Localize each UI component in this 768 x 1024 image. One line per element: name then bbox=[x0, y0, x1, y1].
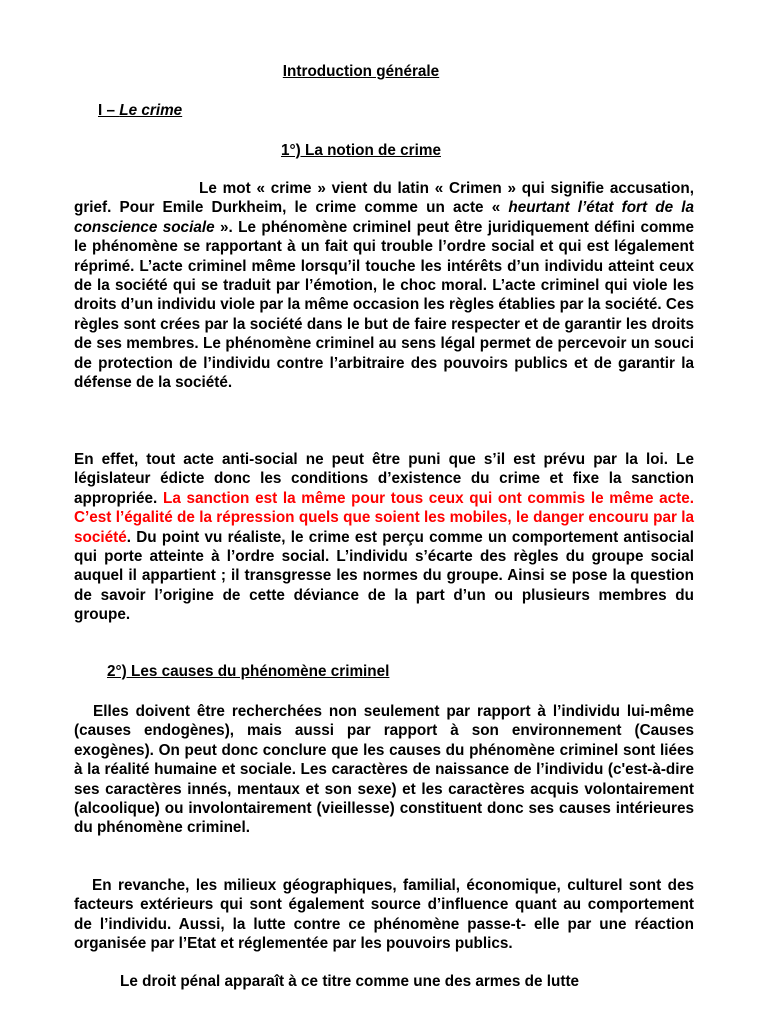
paragraph-external-factors: En revanche, les milieux géographiques, familial, économique, culturel sont des facteurs extérieurs qui sont également source d’influence quant au comportement de l’individu. Aussi, la lutte contre ce phénomène passe-t- elle par une réaction organisée par l’Etat et réglementée par les pouvoirs publics. bbox=[74, 877, 694, 953]
paragraph-text: ». Le phénomène criminel peut être juridiquement défini comme le phénomène se rapportant à un fait qui trouble l’ordre social et qui est légalement réprimé. L’acte criminel même lorsqu’il touche les intérêts d’un individu atteint ceux de la société qui se traduit par l’émotion, le choc moral. L’acte criminel qui viole les droits d’un individu viole par la même occasion les règles établies par la société. Ces règles sont crées par la société dans le but de faire respecter et de garantir les droits de ses membres. Le phénomène criminel au sens légal permet de percevoir un souci de protection de l’individu contre l’arbitraire des pouvoirs publics et de garantir la défense de la société. bbox=[74, 218, 695, 392]
paragraph-penal-law: Le droit pénal apparaît à ce titre comme une des armes de lutte bbox=[120, 973, 580, 990]
document-title: Introduction générale bbox=[282, 63, 440, 80]
durkheim-quote: heurtant l’état fort de la conscience sociale bbox=[74, 199, 695, 236]
paragraph-text: Le mot « crime » vient du latin « Crimen » qui signifie accusation, grief. Pour Emile Durkheim, le crime comme un acte « bbox=[74, 180, 694, 217]
paragraph-causes: Elles doivent être recherchées non seulement par rapport à l’individu lui-même (causes endogènes), mais aussi par rapport à son environnement (Causes exogènes). On peut donc conclure que les causes du phénomène criminel sont liées à la réalité humaine et sociale. Les caractères de naissance de l’individu (c'est-à-dire ses caractères innés, mentaux et son sexe) et les caractères acquis volontairement (alcoolique) ou involontairement (vieillesse) constituent donc ses causes intérieures du phénomène criminel. bbox=[74, 703, 694, 837]
section-title: Le crime bbox=[119, 102, 183, 119]
highlighted-text: La sanction est la même pour tous ceux qui ont commis le même acte. C’est l’égalité de la répression quels que soient les mobiles, le danger encouru par la société bbox=[74, 489, 694, 546]
paragraph-definition bbox=[74, 179, 694, 392]
subsection-heading-notion: 1°) La notion de crime bbox=[281, 142, 441, 159]
subsection-heading-causes: 2°) Les causes du phénomène criminel bbox=[107, 663, 390, 680]
section-number: I – bbox=[98, 102, 116, 119]
section-heading bbox=[98, 101, 182, 120]
paragraph-text: En effet, tout acte anti-social ne peut être puni que s’il est prévu par la loi. Le législateur édicte donc les conditions d’existence du crime et fixe la sanction appropriée. bbox=[74, 451, 694, 507]
paragraph-legal-sanction bbox=[74, 450, 694, 625]
paragraph-text: . Du point vu réaliste, le crime est perçu comme un comportement antisocial qui porte atteinte à l’ordre social. L’individu s’écarte des règles du groupe social auquel il appartient ; il transgresse les normes du groupe. Ainsi se pose la question de savoir l’origine de cette déviance de la part d’un ou plusieurs membres du groupe. bbox=[74, 528, 694, 624]
